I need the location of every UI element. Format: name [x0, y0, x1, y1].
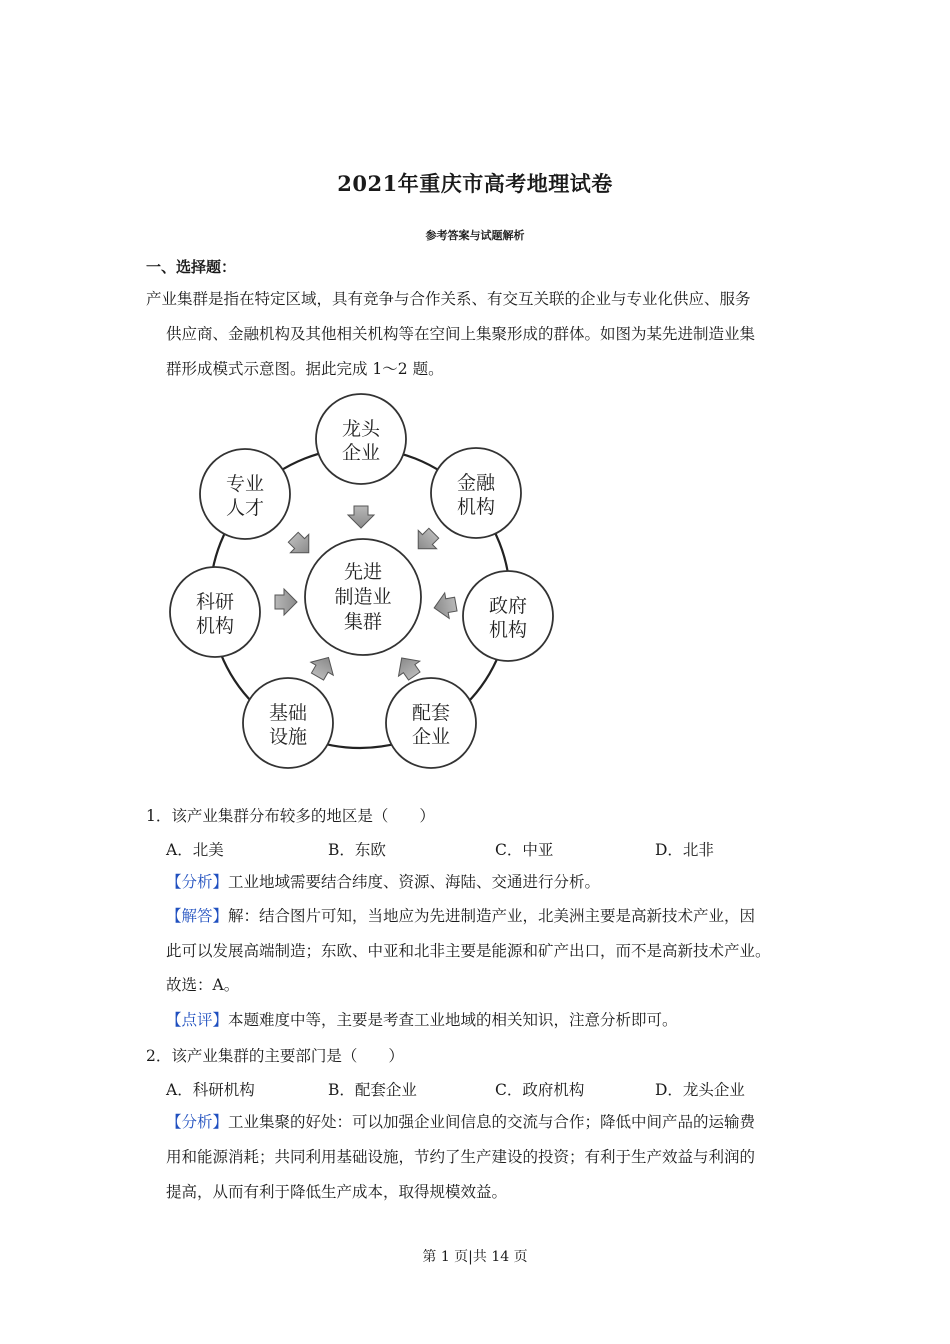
node-keyan: [170, 567, 260, 657]
arrow-from-jichu: [306, 651, 340, 683]
svg-text:设施: 设施: [268, 726, 308, 748]
q1-answer-text-1: 解：结合图片可知，当地应为先进制造产业，北美洲主要是高新技术产业，因: [228, 907, 756, 925]
svg-text:人才: 人才: [225, 497, 265, 519]
arrow-from-jinrong: [409, 524, 443, 558]
arrow-from-longtou: [348, 506, 374, 528]
q2-option-d[interactable]: D．龙头企业: [655, 1081, 745, 1099]
q1-comment-tag: 【点评】: [166, 1011, 229, 1029]
doc-title: 2021年重庆市高考地理试卷: [337, 171, 613, 196]
q1-answer-tag: 【解答】: [166, 907, 229, 925]
q1-option-b[interactable]: B．东欧: [328, 841, 386, 859]
q2-option-c[interactable]: C．政府机构: [495, 1081, 585, 1099]
q2-stem: 2．该产业集群的主要部门是（ ）: [146, 1047, 404, 1065]
node-longtou: [316, 394, 406, 484]
q1-comment: [166, 1004, 678, 1037]
svg-text:机构: 机构: [456, 496, 496, 518]
svg-text:机构: 机构: [195, 615, 235, 637]
node-zhengfu: [463, 571, 553, 661]
q2-analysis-line-3: 提高，从而有利于降低生产成本，取得规模效益。: [166, 1183, 508, 1201]
q1-comment-text: 本题难度中等，主要是考查工业地域的相关知识，注意分析即可。: [228, 1011, 678, 1029]
doc-subtitle: 参考答案与试题解析: [425, 229, 525, 242]
q1-analysis-tag: 【分析】: [166, 873, 229, 891]
center-label-3: 集群: [343, 611, 383, 633]
intro-line-1: 产业集群是指在特定区域，具有竞争与合作关系、有交互关联的企业与专业化供应、服务: [146, 290, 751, 308]
center-label-1: 先进: [343, 561, 383, 583]
node-zhuanye: [200, 449, 290, 539]
svg-text:专业: 专业: [225, 473, 265, 495]
svg-text:配套: 配套: [411, 702, 451, 724]
q1-analysis: [166, 866, 600, 899]
q1-answer-line-1: [166, 900, 755, 933]
q1-stem: 1．该产业集群分布较多的地区是（ ）: [146, 807, 435, 825]
q1-answer-line-3: 故选：A。: [166, 976, 240, 994]
svg-text:政府: 政府: [488, 595, 528, 617]
node-peitao: [386, 678, 476, 768]
center-label-2: 制造业: [334, 586, 392, 608]
svg-text:企业: 企业: [411, 726, 451, 748]
svg-text:企业: 企业: [341, 442, 381, 464]
intro-line-2: 供应商、金融机构及其他相关机构等在空间上集聚形成的群体。如图为某先进制造业集: [166, 325, 756, 343]
page-footer: 第 1 页|共 14 页: [422, 1249, 528, 1265]
q2-analysis-line-1: [166, 1106, 755, 1139]
svg-text:基础: 基础: [268, 702, 308, 724]
arrow-from-keyan: [275, 589, 297, 615]
node-jinrong: [431, 448, 521, 538]
intro-line-3: 群形成模式示意图。据此完成 1～2 题。: [166, 360, 444, 378]
q1-analysis-text: 工业地域需要结合纬度、资源、海陆、交通进行分析。: [228, 873, 601, 891]
q1-option-d[interactable]: D．北非: [655, 841, 714, 859]
svg-text:科研: 科研: [195, 591, 235, 613]
q2-analysis-line-2: 用和能源消耗；共同利用基础设施，节约了生产建设的投资；有利于生产效益与利润的: [166, 1148, 756, 1166]
q2-analysis-text-1: 工业集聚的好处：可以加强企业间信息的交流与合作；降低中间产品的运输费: [228, 1113, 756, 1131]
q2-option-a[interactable]: A．科研机构: [166, 1081, 255, 1099]
q1-option-c[interactable]: C．中亚: [495, 841, 554, 859]
svg-text:金融: 金融: [456, 472, 496, 494]
q2-analysis-tag: 【分析】: [166, 1113, 229, 1131]
node-jichu: [243, 678, 333, 768]
q1-option-a[interactable]: A．北美: [166, 841, 224, 859]
arrow-from-zhengfu: [432, 591, 458, 620]
q1-answer-line-2: 此可以发展高端制造；东欧、中亚和北非主要是能源和矿产出口，而不是高新技术产业。: [166, 942, 771, 960]
section-heading: 一、选择题：: [146, 258, 237, 276]
arrow-from-zhuanye: [284, 528, 318, 562]
svg-text:龙头: 龙头: [341, 418, 381, 440]
svg-text:机构: 机构: [488, 619, 528, 641]
cluster-diagram: [160, 393, 560, 778]
q2-option-b[interactable]: B．配套企业: [328, 1081, 417, 1099]
